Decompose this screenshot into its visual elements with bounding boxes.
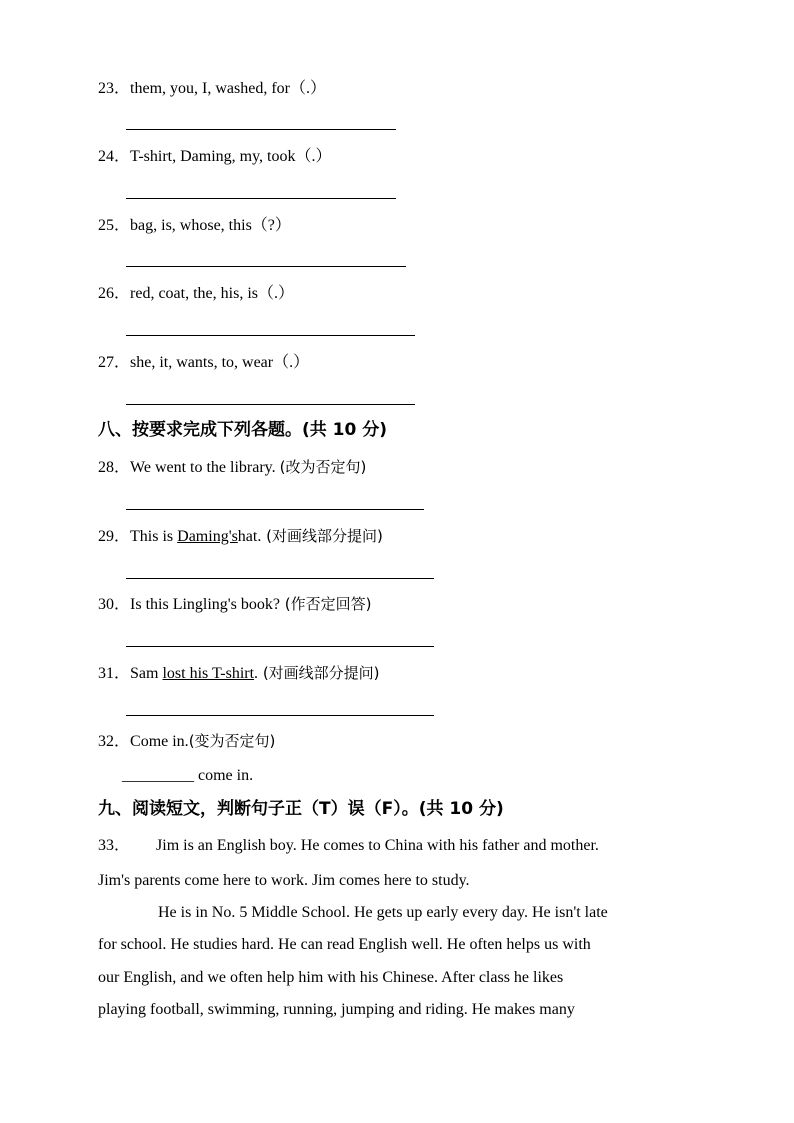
passage-line-6: playing football, swimming, running, jumping and riding. He makes many	[98, 1001, 575, 1018]
question-number: 33．	[98, 837, 131, 854]
instruction-note: (作否定回答)	[280, 595, 372, 613]
passage-line-5: our English, and we often help him with his Chinese. After class he likes	[98, 969, 564, 986]
question-text: bag, is, whose, this（?）	[130, 217, 291, 234]
section-9-heading: 九、阅读短文，判断句子正（T）误（F）。(共 10 分)	[98, 799, 504, 819]
underlined-phrase: lost his T-shirt	[162, 665, 255, 682]
answer-blank[interactable]: _________	[122, 767, 194, 784]
instruction-note: (变为否定句)	[188, 732, 276, 750]
passage-line-3: He is in No. 5 Middle School. He gets up early every day. He isn't late	[158, 904, 608, 921]
question-number: 31．	[98, 665, 131, 682]
instruction-note: (改为否定句)	[279, 458, 367, 476]
answer-line-31[interactable]	[126, 715, 434, 716]
question-25	[98, 216, 291, 236]
question-number: 32．	[98, 733, 131, 750]
answer-line-30[interactable]	[126, 646, 434, 647]
question-32-answer	[122, 766, 253, 786]
question-24	[98, 147, 332, 167]
question-text: T-shirt, Daming, my, took（.）	[130, 148, 332, 165]
question-text: she, it, wants, to, wear（.）	[130, 354, 310, 371]
question-number: 26．	[98, 285, 131, 302]
question-text: Is this Lingling's book?	[130, 596, 281, 613]
question-number: 24．	[98, 148, 131, 165]
answer-line-28[interactable]	[126, 509, 424, 510]
question-31	[98, 663, 380, 684]
question-number: 25．	[98, 217, 131, 234]
section-8-heading: 八、按要求完成下列各题。(共 10 分)	[98, 420, 388, 440]
question-33-line-1	[98, 836, 599, 856]
question-number: 29．	[98, 528, 131, 545]
instruction-note: (对画线部分提问)	[261, 527, 383, 545]
question-number: 23．	[98, 80, 131, 97]
answer-line-27[interactable]	[126, 404, 415, 405]
question-text-pre: Sam	[130, 665, 163, 682]
question-number: 30．	[98, 596, 131, 613]
answer-line-26[interactable]	[126, 335, 415, 336]
question-text: them, you, I, washed, for（.）	[130, 80, 326, 97]
passage-line-2: Jim's parents come here to work. Jim comes here to study.	[98, 872, 470, 889]
question-26	[98, 284, 294, 304]
passage-text: Jim is an English boy. He comes to China with his father and mother.	[156, 837, 599, 854]
question-number: 28．	[98, 459, 131, 476]
question-text: We went to the library.	[130, 459, 276, 476]
answer-line-25[interactable]	[126, 266, 406, 267]
answer-text: come in.	[194, 767, 254, 784]
underlined-phrase: Daming's	[177, 528, 238, 545]
question-27	[98, 353, 309, 373]
question-32	[98, 731, 275, 752]
question-text-pre: This is	[130, 528, 178, 545]
question-29	[98, 526, 383, 547]
question-text: red, coat, the, his, is（.）	[130, 285, 294, 302]
answer-line-29[interactable]	[126, 578, 434, 579]
answer-line-23[interactable]	[126, 129, 396, 130]
instruction-note: (对画线部分提问)	[258, 664, 380, 682]
question-30	[98, 594, 372, 615]
passage-line-4: for school. He studies hard. He can read English well. He often helps us with	[98, 936, 591, 953]
question-28	[98, 457, 366, 478]
question-23	[98, 79, 326, 99]
question-text: Come in.	[130, 733, 189, 750]
question-text-post: hat.	[237, 528, 262, 545]
question-number: 27．	[98, 354, 131, 371]
answer-line-24[interactable]	[126, 198, 396, 199]
question-text-post: .	[254, 665, 259, 682]
